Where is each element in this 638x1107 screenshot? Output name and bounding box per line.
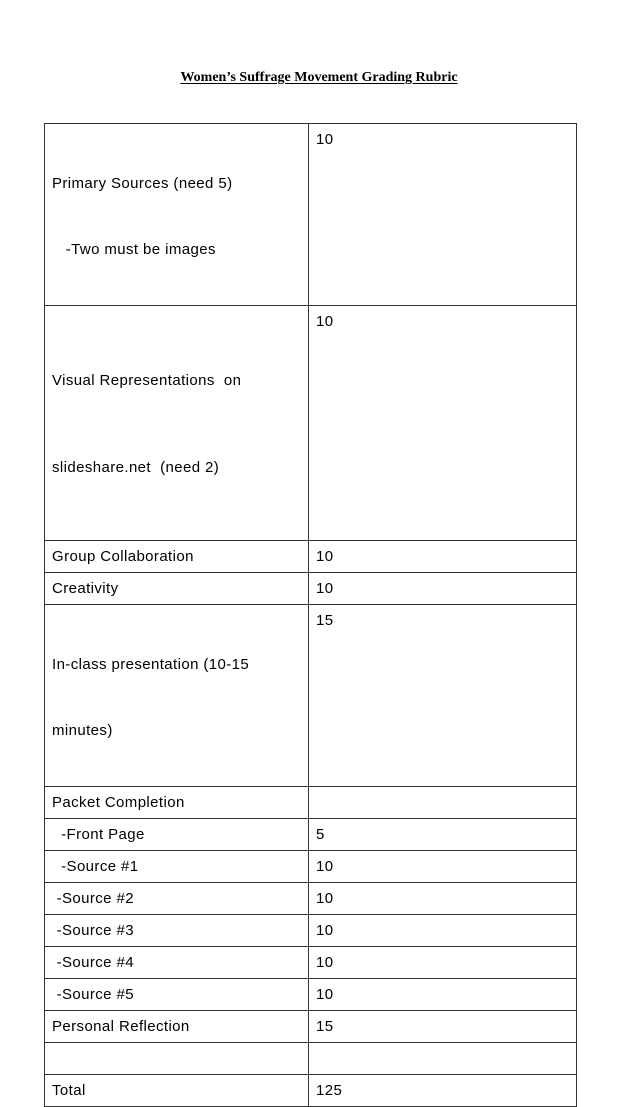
table-row [45,819,577,851]
table-row [45,124,577,306]
criterion-label: Primary Sources (need 5) [52,175,233,192]
table-row [45,1043,577,1075]
table-row [45,915,577,947]
table-row [45,1075,577,1107]
table-row [45,947,577,979]
points-cell [309,1043,577,1075]
points-cell: 10 [309,573,577,605]
table-row [45,883,577,915]
table-row [45,306,577,541]
criterion-cell [45,1043,309,1075]
table-row [45,541,577,573]
criterion-cell: Creativity [45,573,309,605]
criterion-cell: -Source #5 [45,979,309,1011]
rubric-table [44,123,577,1107]
table-row [45,787,577,819]
points-cell: 10 [309,306,577,541]
table-row [45,605,577,787]
criterion-cell [45,306,309,541]
criterion-note: minutes) [52,722,113,739]
criterion-cell: -Front Page [45,819,309,851]
points-cell: 10 [309,915,577,947]
points-cell: 10 [309,979,577,1011]
page-title: Women’s Suffrage Movement Grading Rubric [180,70,458,85]
criterion-note: -Two must be images [52,241,216,258]
points-cell: 10 [309,124,577,306]
criterion-cell: -Source #3 [45,915,309,947]
points-cell: 15 [309,1011,577,1043]
points-cell: 10 [309,947,577,979]
table-row [45,573,577,605]
criterion-cell: Packet Completion [45,787,309,819]
table-row [45,851,577,883]
criterion-label: Visual Representations on [52,372,242,389]
table-row [45,1011,577,1043]
points-cell: 125 [309,1075,577,1107]
points-cell: 15 [309,605,577,787]
criterion-label: In-class presentation (10-15 [52,656,250,673]
criterion-note: slideshare.net (need 2) [52,459,220,476]
criterion-cell: -Source #2 [45,883,309,915]
points-cell: 10 [309,851,577,883]
points-cell: 10 [309,883,577,915]
points-cell: 5 [309,819,577,851]
points-cell: 10 [309,541,577,573]
criterion-cell: Total [45,1075,309,1107]
criterion-cell: -Source #4 [45,947,309,979]
points-cell [309,787,577,819]
table-row [45,979,577,1011]
criterion-cell: Group Collaboration [45,541,309,573]
criterion-cell [45,605,309,787]
criterion-cell: -Source #1 [45,851,309,883]
criterion-cell [45,124,309,306]
criterion-cell: Personal Reflection [45,1011,309,1043]
